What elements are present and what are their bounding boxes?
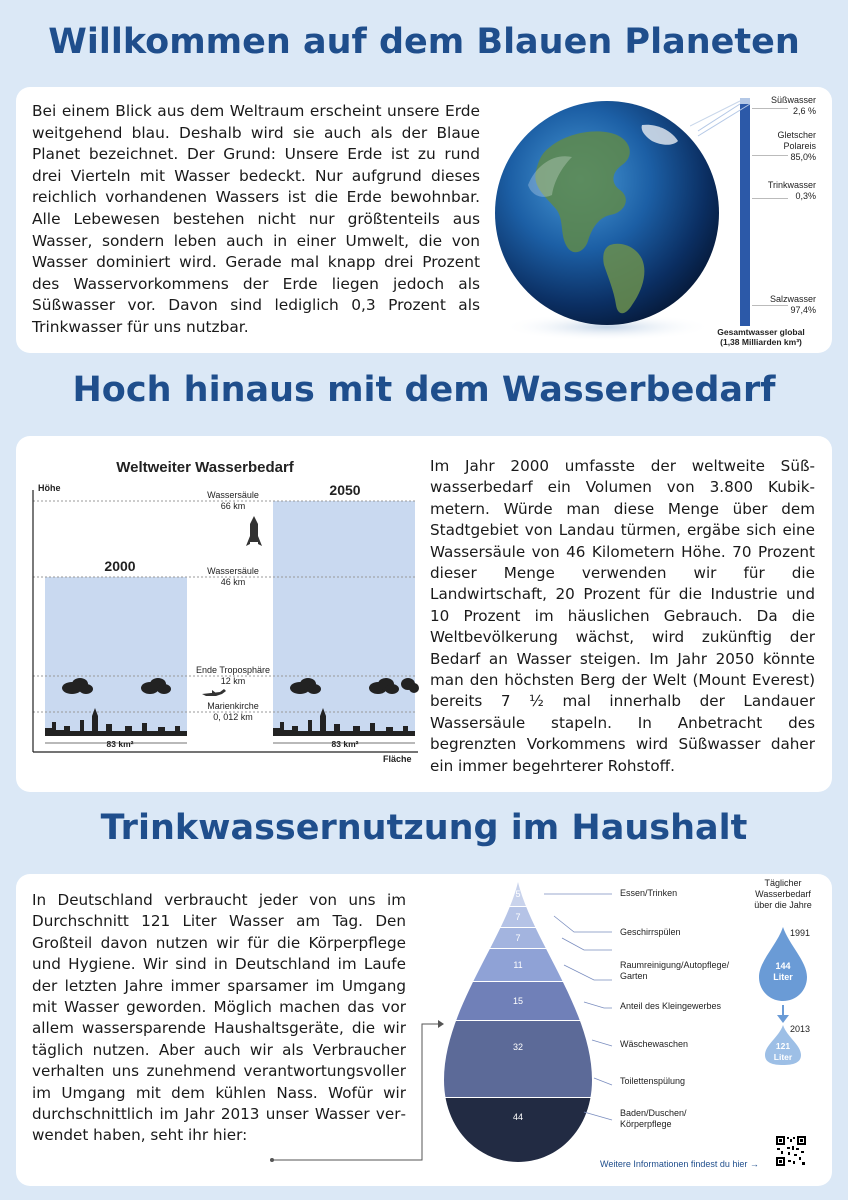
drop-label-baden: Baden/Duschen/ Körperpflege xyxy=(620,1108,687,1129)
column-2000 xyxy=(45,577,187,735)
more-info-link[interactable]: Weitere Informationen findest du hier → xyxy=(600,1159,759,1169)
level-66-label: Wassersäule 66 km xyxy=(207,490,259,511)
qr-code-icon[interactable] xyxy=(776,1136,806,1166)
section1-title: Willkommen auf dem Blauen Planeten xyxy=(48,22,800,62)
level-0-label: Marienkirche 0, 012 km xyxy=(207,701,259,722)
drop-label-raum: Raumreinigung/Autopflege/ Garten xyxy=(620,960,730,981)
drop-value-3: 7 xyxy=(515,933,521,943)
label-total: Gesamtwasser global (1,38 Milliarden km³) xyxy=(717,327,805,347)
section3-text: In Deutschland verbraucht jeder von uns im Durchschnitt 121 Liter Wasser am Tag. Den Großteil davon nutzen wir für die Körperpflege und Hygiene. Wir sind in Deutschland im Laufe der letzten Jahre immer sparsamer im Umgang mit Wasser geworden. Möglich machen das vor allem wassersparende Haushaltsgeräte, die wir täglich nutzen. Aber auch wir als Verbraucher verhalten uns zunehmend verantwortungsvoller im Umgang mit dem kühlen Nass. Wofür wir durchschnittlich im Jahr 2013 unser Wasser verwendet haben, seht ihr hier: xyxy=(32,891,406,1145)
rocket-icon xyxy=(246,516,262,546)
label-trinkwasser: Trinkwasser 0,3% xyxy=(767,180,816,201)
level-12-label: Ende Troposphäre 12 km xyxy=(195,665,271,686)
drop-label-geschirr: Geschirrspülen xyxy=(620,927,681,937)
daily-value-1991: 144 Liter xyxy=(773,961,793,982)
drop-label-gewerbe: Anteil des Kleingewerbes xyxy=(620,1001,722,1011)
label-gletscher: Gletscher Polareis 85,0% xyxy=(777,130,816,162)
drop-value-4: 11 xyxy=(513,960,523,970)
section2-text: Im Jahr 2000 umfasste der weltweite Süßwasserbedarf ein Volumen von 3.800 Kubikmetern. Würde man diese Menge über dem Stadtgebiet von Landau türmen, ergäbe sich eine Wassersäule von 46 Kilometern Höhe. 70 Prozent dieser Menge verwenden wir für die Landwirtschaft, 20 Prozent für die Industrie und 10 Prozent im häuslichen Gebrauch. Da die Weltbevölkerung wächst, wird zukünftig der Bedarf an Wasser steigen. Im Jahr 2050 könnte man den höchsten Berg der Welt (Mount Everest) bereits 7 ½ mal innerhalb der Landauer Wassersäule stapeln. In Anbetracht des begrenzten Vorkommens wird Süßwasser daher ein immer begehrterer Rohstoff. xyxy=(430,457,815,775)
drop-label-essen: Essen/Trinken xyxy=(620,888,678,898)
ground-left xyxy=(45,733,187,736)
section1-text: Bei einem Blick aus dem Weltraum erscheint unsere Erde weitgehend blau. Deshalb wird sie auch als der Blaue Planet bezeichnet. Der Grund: Unsere Erde ist zu rund drei Vierteln mit Wasser bedeckt. Nur aufgrund dieses reichlich vorhandenen Wassers ist die Erde bewohnbar. Alle Lebewesen bestehen nicht nur größtenteils aus Wasser, sondern leben auch in einer Umwelt, die von Wasser dominiert wird. Gerade mal knapp drei Prozent des Wasservorkommens der Erde liegen jedoch als Süßwasser vor. Davon sind lediglich 0,3 Prozent als Trinkwasser für uns nutzbar. xyxy=(32,102,480,336)
ground-right xyxy=(273,733,415,736)
year-2050: 2050 xyxy=(329,482,361,498)
section3-title: Trinkwassernutzung im Haushalt xyxy=(100,808,748,848)
drop-value-6: 32 xyxy=(512,1042,523,1052)
daily-year-2013: 2013 xyxy=(790,1024,811,1034)
chart-x-axis-label: Fläche xyxy=(383,754,412,764)
label-salzwasser: Salzwasser 97,4% xyxy=(769,294,816,315)
daily-title: Täglicher Wasserbedarf über die Jahre xyxy=(754,878,812,910)
area-right: 83 km² xyxy=(331,739,359,749)
drop-value-5: 15 xyxy=(512,996,523,1006)
drop-value-1: 5 xyxy=(515,889,521,899)
text-to-drop-arrow xyxy=(270,1018,460,1168)
drop-value-7: 44 xyxy=(512,1112,523,1122)
drop-label-waesche: Wäschewaschen xyxy=(620,1039,689,1049)
area-left: 83 km² xyxy=(106,739,134,749)
chart-title: Weltweiter Wasserbedarf xyxy=(116,459,294,476)
section2-title: Hoch hinaus mit dem Wasserbedarf xyxy=(72,370,776,410)
year-2000: 2000 xyxy=(104,558,136,574)
drop-label-toilette: Toilettenspülung xyxy=(620,1076,686,1086)
drop-value-2: 7 xyxy=(515,912,521,922)
label-suesswasser: Süßwasser 2,6 % xyxy=(770,95,816,116)
daily-value-2013: 121 Liter xyxy=(773,1041,793,1062)
chart-y-axis-label: Höhe xyxy=(38,483,61,493)
airplane-icon xyxy=(202,689,226,696)
arrow-down-icon xyxy=(777,1015,789,1023)
daily-year-1991: 1991 xyxy=(790,928,811,938)
column-2050 xyxy=(273,501,415,735)
level-46-label: Wassersäule 46 km xyxy=(207,566,259,587)
